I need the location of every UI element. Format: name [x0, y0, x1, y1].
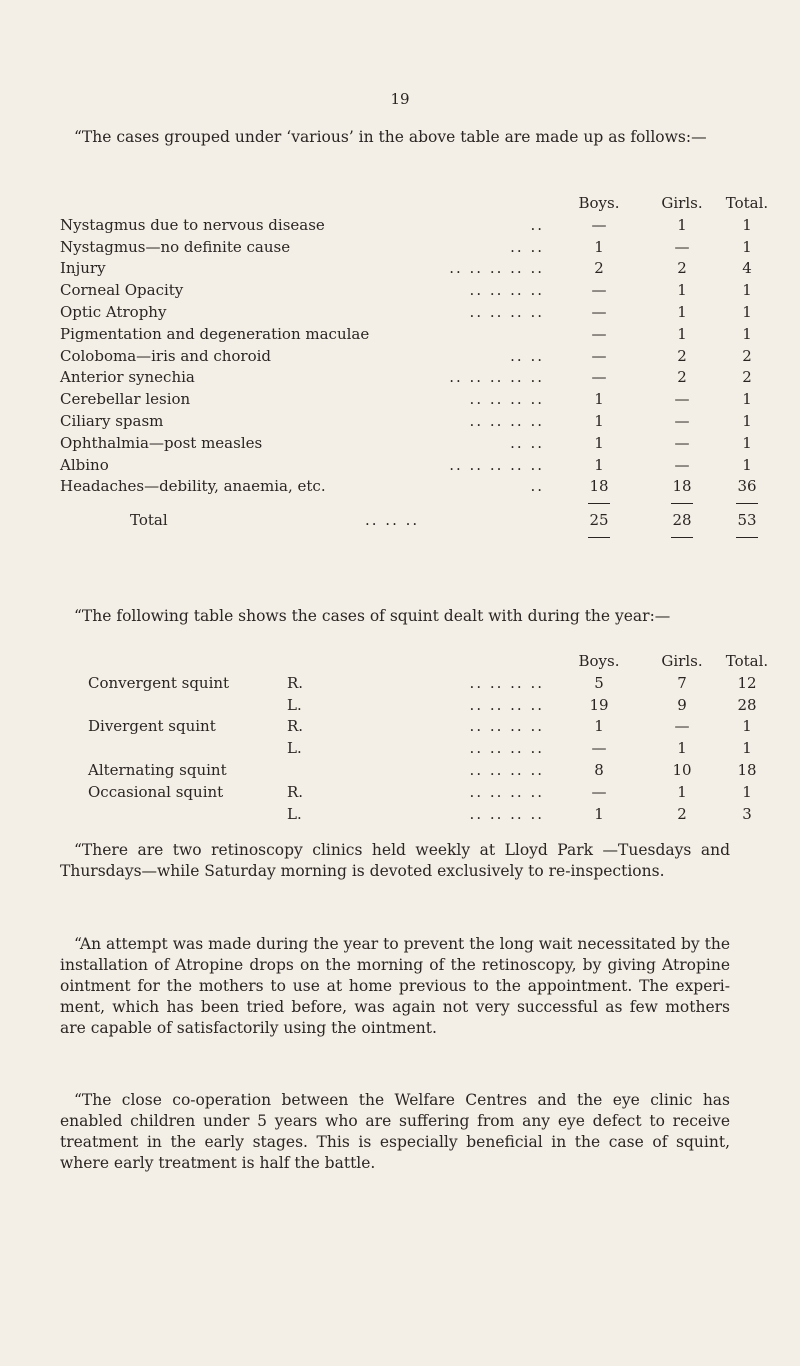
atropine-paragraph: “An attempt was made during the year to prevent the long wait necessitated by the installation of Atropine drops on the morning of the retinoscopy, by giving Atropine ointment for the mothers to use at home previous to the appointment. The experi- ment, which has been tried before, was again not very successful as few mothers are capable of satisfactorily using the ointment. — [60, 935, 730, 1037]
boys-cell: 1 — [594, 455, 604, 474]
row-label: Convergent squint — [88, 673, 230, 692]
table-row — [60, 782, 752, 804]
table-row — [60, 433, 752, 455]
girls-cell: — — [674, 455, 690, 474]
row-label: Ciliary spasm — [60, 411, 164, 430]
table-row — [60, 804, 752, 826]
side-label: R. — [287, 717, 304, 736]
table-row — [60, 302, 752, 324]
boys-cell: — — [591, 346, 607, 365]
total-row — [60, 510, 757, 532]
table-row — [60, 367, 752, 389]
girls-cell: 1 — [677, 324, 687, 343]
boys-cell: 1 — [594, 390, 604, 409]
total-cell: 2 — [742, 368, 752, 387]
boys-cell: — — [591, 324, 607, 343]
header-girls: Girls. — [661, 652, 703, 670]
total-cell: 18 — [737, 760, 757, 779]
leader-dots: .. .. — [510, 237, 544, 256]
leader-dots: .. .. .. .. — [469, 717, 544, 736]
header-total: Total. — [725, 194, 769, 212]
total-cell: 1 — [742, 433, 752, 452]
boys-cell: 18 — [589, 477, 609, 496]
row-label: Corneal Opacity — [60, 281, 184, 300]
girls-cell: 7 — [677, 673, 687, 692]
row-label: Occasional squint — [88, 782, 224, 801]
table-row — [60, 476, 757, 498]
side-label: L. — [287, 739, 302, 758]
boys-cell: 1 — [594, 237, 604, 256]
boys-cell: — — [591, 368, 607, 387]
girls-cell: 2 — [677, 346, 687, 365]
total-cell: 1 — [742, 739, 752, 758]
girls-cell: — — [674, 717, 690, 736]
total-cell: 1 — [742, 717, 752, 736]
total-label: Total — [130, 511, 168, 530]
table-row — [60, 738, 752, 760]
leader-dots: .. .. .. .. — [469, 302, 544, 321]
total-cell: 1 — [742, 782, 752, 801]
table-row — [60, 346, 752, 368]
girls-cell: — — [674, 237, 690, 256]
table-row — [60, 258, 752, 280]
boys-cell: 2 — [594, 259, 604, 278]
table-row — [60, 237, 752, 259]
total-cell: 1 — [742, 390, 752, 409]
squint-table — [60, 651, 769, 825]
boys-cell: 19 — [589, 695, 609, 714]
table-row — [60, 695, 757, 717]
boys-cell: 5 — [594, 673, 604, 692]
total-cell: 1 — [742, 324, 752, 343]
boys-cell: — — [591, 739, 607, 758]
side-label: L. — [287, 695, 302, 714]
leader-dots: .. — [530, 215, 544, 234]
leader-dots: .. .. — [510, 346, 544, 365]
row-label: Anterior synechia — [60, 368, 195, 387]
row-label: Cerebellar lesion — [60, 390, 191, 409]
total-cell: 4 — [742, 259, 752, 278]
row-label: Coloboma—iris and choroid — [60, 346, 272, 365]
table-row — [60, 716, 752, 738]
boys-cell: 1 — [594, 717, 604, 736]
table-row — [60, 324, 752, 346]
total-cell: 1 — [742, 215, 752, 234]
leader-dots: .. — [530, 477, 544, 496]
leader-dots: .. .. .. .. — [469, 390, 544, 409]
row-label: Optic Atrophy — [60, 302, 167, 321]
side-label: L. — [287, 804, 302, 823]
intro-various-paragraph: “The cases grouped under ‘various’ in the above table are made up as follows:— — [74, 128, 707, 146]
leader-dots: .. .. .. .. .. — [449, 455, 544, 474]
table-row — [60, 760, 757, 782]
girls-cell: 10 — [672, 760, 692, 779]
squint-intro-paragraph: “The following table shows the cases of squint dealt with during the year:— — [74, 607, 671, 625]
boys-cell: 8 — [594, 760, 604, 779]
boys-cell: — — [591, 302, 607, 321]
various-cases-table — [60, 193, 769, 544]
table-row — [60, 455, 752, 477]
girls-cell: 1 — [677, 782, 687, 801]
header-boys: Boys. — [578, 194, 620, 212]
girls-cell: 9 — [677, 695, 687, 714]
total-cell: 1 — [742, 411, 752, 430]
boys-cell: — — [591, 281, 607, 300]
bottom-rule — [60, 532, 740, 544]
girls-cell: — — [674, 390, 690, 409]
girls-cell: 2 — [677, 259, 687, 278]
total-cell: 28 — [737, 695, 757, 714]
girls-cell: 1 — [677, 739, 687, 758]
leader-dots: .. .. .. — [365, 511, 420, 530]
leader-dots: .. .. .. .. — [469, 695, 544, 714]
row-label: Nystagmus—no definite cause — [60, 237, 291, 256]
total-cell: 3 — [742, 804, 752, 823]
row-label: Albino — [60, 455, 109, 474]
girls-cell: 1 — [677, 302, 687, 321]
boys-cell: 1 — [594, 804, 604, 823]
girls-cell: — — [674, 411, 690, 430]
total-cell: 12 — [737, 673, 757, 692]
total-cell: 1 — [742, 455, 752, 474]
header-girls: Girls. — [661, 194, 703, 212]
header-boys: Boys. — [578, 652, 620, 670]
leader-dots: .. .. .. .. — [469, 760, 544, 779]
table-header — [60, 193, 769, 215]
page-number: 19 — [390, 90, 410, 108]
row-label: Headaches—debility, anaemia, etc. — [60, 477, 326, 496]
row-label: Divergent squint — [88, 717, 216, 736]
leader-dots: .. .. .. .. .. — [449, 259, 544, 278]
total-boys: 25 — [589, 511, 609, 530]
table-header — [60, 651, 769, 673]
leader-dots: .. .. .. .. — [469, 739, 544, 758]
leader-dots: .. .. .. .. — [469, 281, 544, 300]
welfare-cooperation-paragraph: “The close co-operation between the Welfare Centres and the eye clinic has enabled children under 5 years who are suffering from any eye defect to receive treatment in the early stages. This is especially beneficial in the case of squint, where early treatment is half the battle. — [60, 1091, 730, 1172]
leader-dots: .. .. .. .. — [469, 804, 544, 823]
table-row — [60, 280, 752, 302]
leader-dots: .. .. .. .. .. — [449, 368, 544, 387]
total-cell: 36 — [737, 477, 757, 496]
table-row — [60, 673, 757, 695]
boys-cell: 1 — [594, 433, 604, 452]
table-row — [60, 411, 752, 433]
total-rule — [60, 498, 740, 510]
row-label: Alternating squint — [88, 760, 227, 779]
side-label: R. — [287, 782, 304, 801]
girls-cell: 2 — [677, 368, 687, 387]
side-label: R. — [287, 673, 304, 692]
leader-dots: .. .. .. .. — [469, 782, 544, 801]
leader-dots: .. .. .. .. — [469, 411, 544, 430]
total-cell: 1 — [742, 302, 752, 321]
girls-cell: — — [674, 433, 690, 452]
retinoscopy-clinics-paragraph: “There are two retinoscopy clinics held weekly at Lloyd Park —Tuesdays and Thursdays—while Saturday morning is devoted exclusively to re-inspections. — [60, 841, 730, 880]
table-row — [60, 215, 752, 237]
leader-dots: .. .. — [510, 433, 544, 452]
total-cell: 1 — [742, 237, 752, 256]
total-girls: 28 — [672, 511, 692, 530]
boys-cell: — — [591, 215, 607, 234]
row-label: Nystagmus due to nervous disease — [60, 215, 325, 234]
row-label: Ophthalmia—post measles — [60, 433, 263, 452]
girls-cell: 2 — [677, 804, 687, 823]
boys-cell: 1 — [594, 411, 604, 430]
total-cell: 1 — [742, 281, 752, 300]
boys-cell: — — [591, 782, 607, 801]
girls-cell: 18 — [672, 477, 692, 496]
total-total: 53 — [737, 511, 757, 530]
girls-cell: 1 — [677, 281, 687, 300]
header-total: Total. — [725, 652, 769, 670]
leader-dots: .. .. .. .. — [469, 673, 544, 692]
total-cell: 2 — [742, 346, 752, 365]
row-label: Pigmentation and degeneration maculae — [60, 324, 370, 343]
row-label: Injury — [60, 259, 106, 278]
table-row — [60, 389, 752, 411]
girls-cell: 1 — [677, 215, 687, 234]
